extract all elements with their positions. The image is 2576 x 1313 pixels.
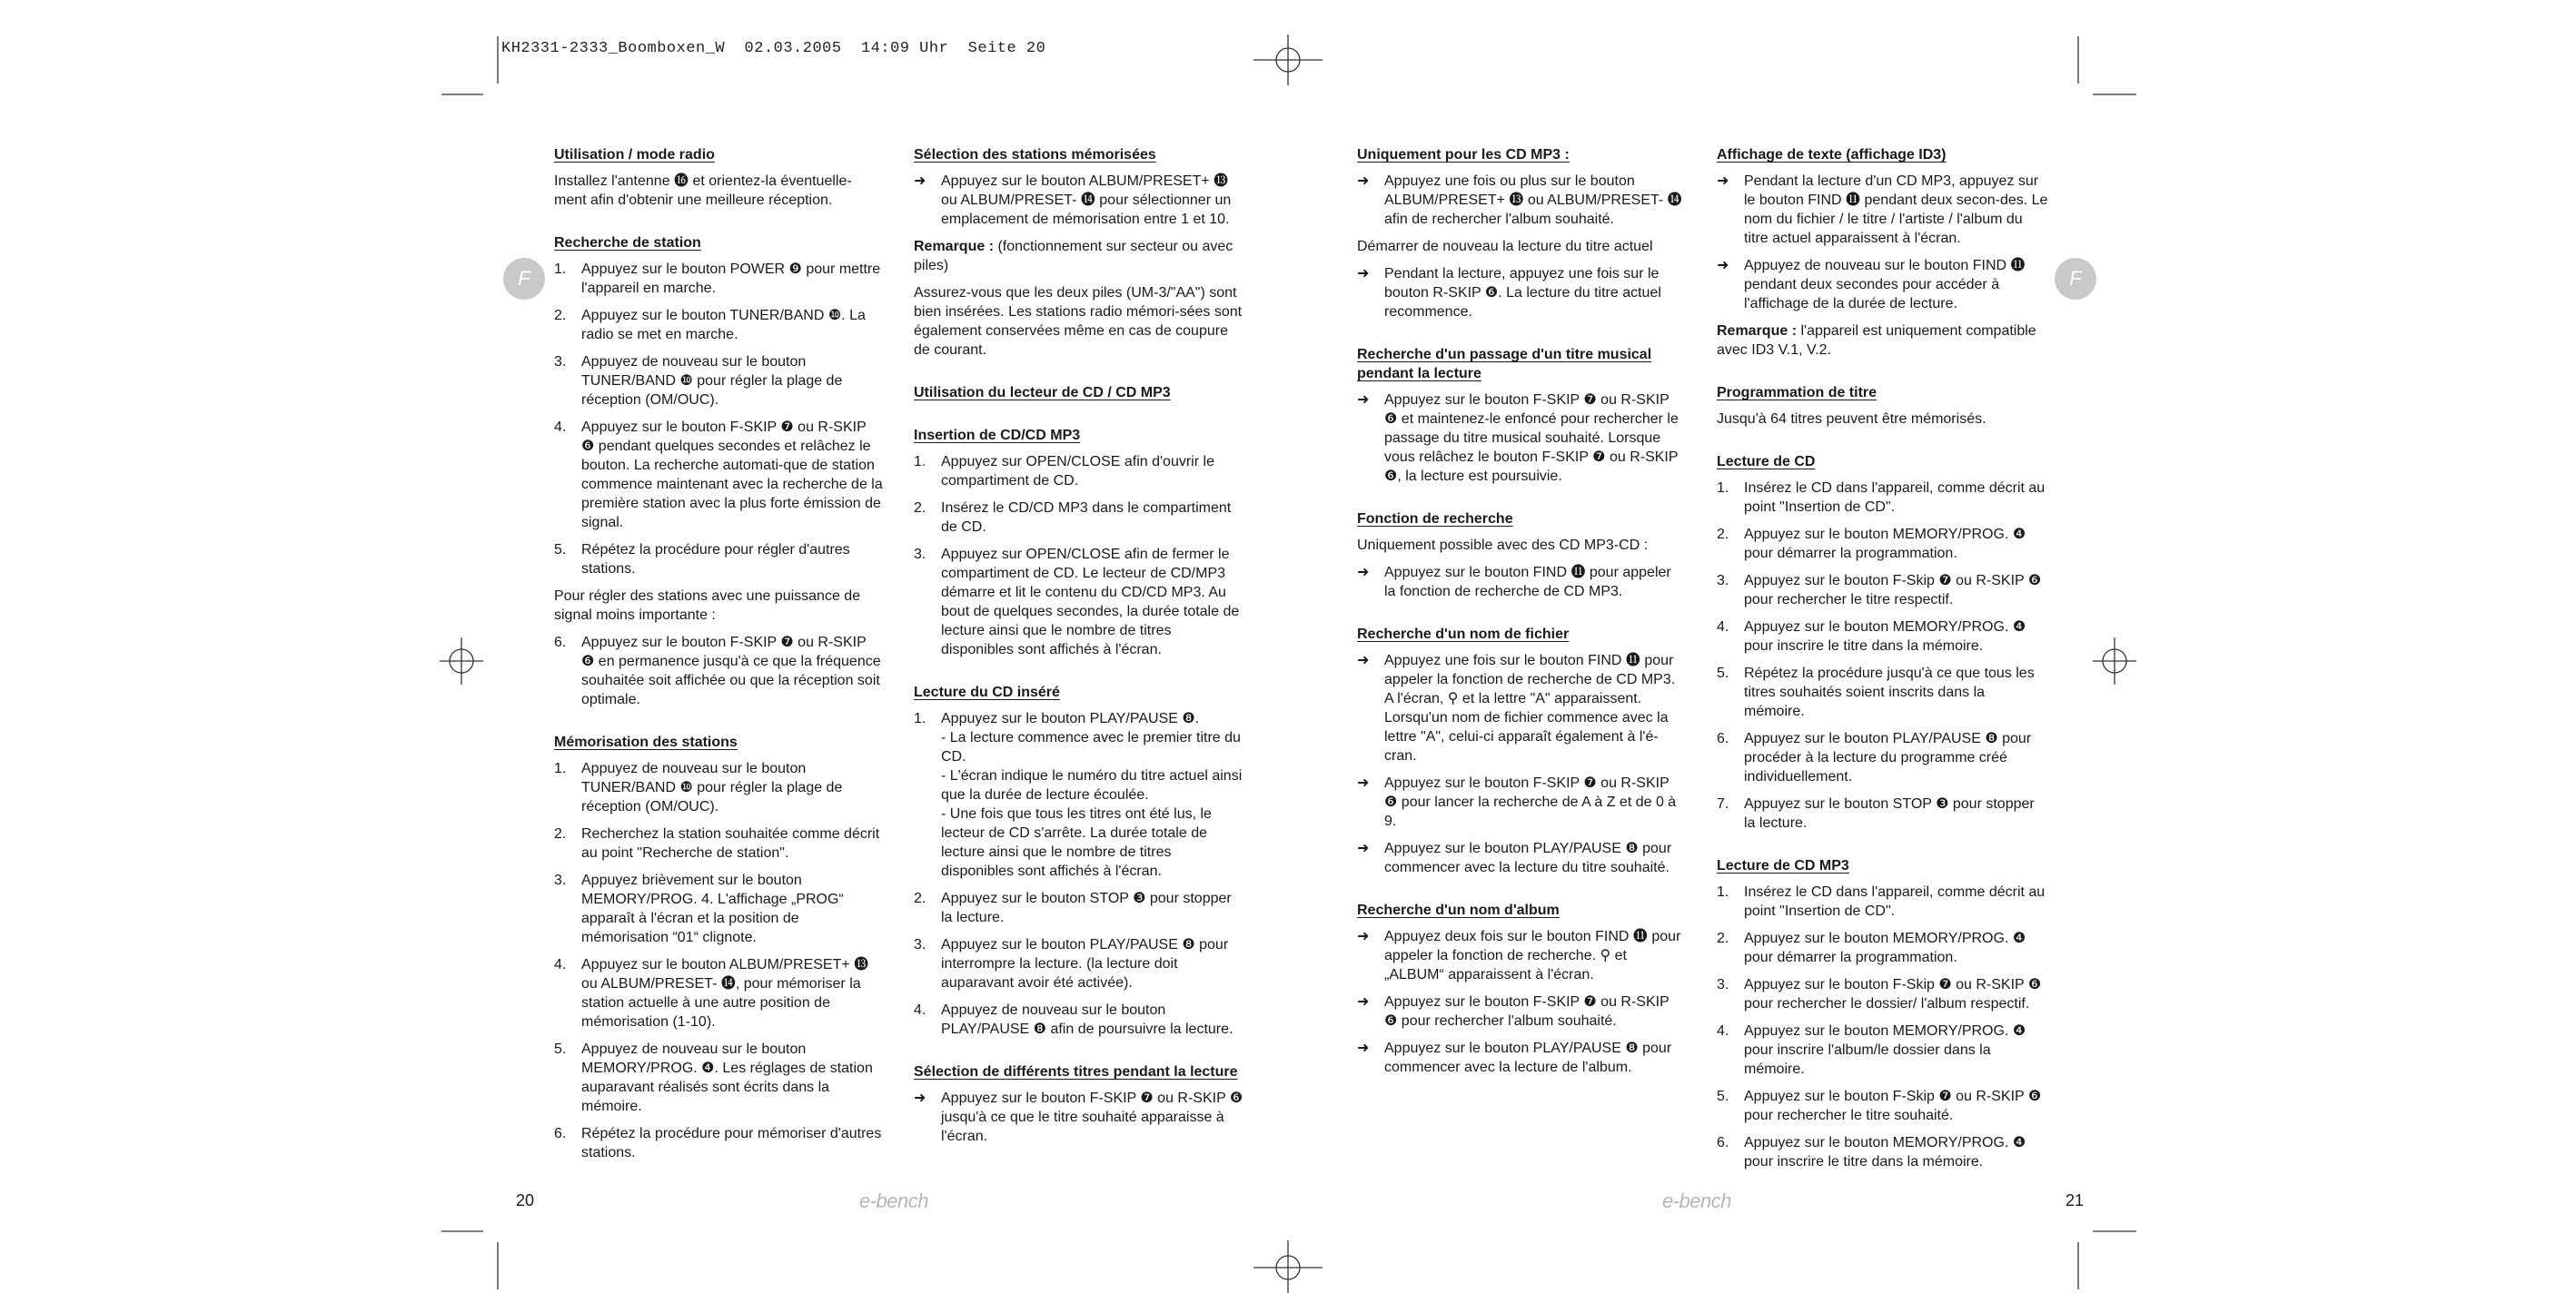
list-item-text: Appuyez sur le bouton STOP ❸ pour stopper la lecture. (941, 891, 1232, 925)
numbered-list-item (554, 759, 883, 816)
brand-logo-right: e-bench (1662, 1190, 1732, 1212)
list-number: 1. (1717, 480, 1729, 496)
section (914, 383, 1244, 402)
brand-logo-left: e-bench (859, 1190, 929, 1212)
arrow-list-item (1357, 992, 1686, 1031)
list-number: 4. (1717, 619, 1729, 635)
section (914, 683, 1244, 1039)
section-heading: Mémorisation des stations (554, 735, 738, 750)
list-number: 2. (1717, 931, 1729, 946)
list-item-text: Insérez le CD/CD MP3 dans le compartiment de CD. (941, 500, 1232, 535)
section-heading: Programmation de titre (1717, 385, 1878, 400)
numbered-list-item (554, 871, 883, 947)
list-number: 6. (554, 1126, 567, 1141)
list-item-text: Appuyez sur le bouton PLAY/PAUSE ❽ pour procéder à la lecture du programme créé individuellement. (1744, 731, 2032, 785)
numbered-list-item (1717, 571, 2049, 609)
list-number: 1. (914, 711, 926, 726)
list-item-text: Appuyez deux fois sur le bouton FIND ⓫ pour appeler la fonction de recherche. ⚲ et „ALBUM“ apparaissent à l'écran. (1384, 929, 1681, 982)
numbered-list-item (1717, 795, 2049, 833)
arrow-list-item (1357, 172, 1686, 229)
list-item-text: Pendant la lecture d'un CD MP3, appuyez sur le bouton FIND ⓫ pendant deux secon-des. Le nom du fichier / le titre / l'artiste / l'album du titre actuel apparaissent à l'écran. (1744, 173, 2048, 246)
list-item-text: Appuyez de nouveau sur le bouton MEMORY/PROG. ❹. Les réglages de station auparavant réalisés sont écrits dans la mémoire. (581, 1042, 873, 1114)
numbered-list-item (914, 452, 1244, 490)
section (914, 1062, 1244, 1146)
arrow-list-item (1357, 264, 1686, 321)
section (914, 145, 1244, 360)
numbered-list-item (914, 935, 1244, 992)
arrow-icon: ➜ (1357, 929, 1370, 944)
numbered-list-item (554, 1040, 883, 1116)
list-number: 5. (1717, 1089, 1729, 1104)
section-heading: Sélection des stations mémorisées (914, 147, 1156, 163)
list-item-text: Appuyez sur le bouton MEMORY/PROG. ❹ pour inscrire le titre dans la mémoire. (1744, 1135, 2026, 1170)
section-heading: Utilisation du lecteur de CD / CD MP3 (914, 385, 1171, 400)
arrow-icon: ➜ (1357, 173, 1370, 189)
section-heading: Lecture de CD (1717, 454, 1816, 469)
numbered-list-item (914, 889, 1244, 927)
list-number: 1. (914, 454, 926, 469)
list-item-text: Appuyez une fois sur le bouton FIND ⓫ pour appeler la fonction de recherche de CD MP3. A l'écran, ⚲ et la lettre "A" apparaissent. Lorsqu'un nom de fichier commence avec la lettre "A", celui-ci apparaît également à l'é-cran. (1384, 653, 1676, 764)
list-number: 2. (554, 308, 567, 323)
section-heading: Recherche d'un nom de fichier (1357, 627, 1570, 642)
section (914, 426, 1244, 659)
section (554, 145, 883, 210)
list-number: 5. (554, 542, 567, 558)
list-number: 6. (1717, 1135, 1729, 1150)
section (1717, 452, 2049, 833)
section-heading: Recherche de station (554, 235, 701, 251)
column-1 (554, 145, 883, 1186)
list-number: 6. (554, 635, 567, 650)
list-number: 5. (554, 1042, 567, 1057)
list-number: 7. (1717, 796, 1729, 812)
numbered-list-item (554, 1124, 883, 1162)
numbered-list-item (914, 499, 1244, 537)
arrow-icon: ➜ (1357, 653, 1370, 668)
paragraph: Installez l'antenne ⓰ et orientez-la éventuelle-ment afin d'obtenir une meilleure réception. (554, 173, 852, 208)
arrow-list-item (1357, 927, 1686, 984)
section-heading: Lecture du CD inséré (914, 685, 1060, 700)
list-item-text: Appuyez sur le bouton F-SKIP ❼ ou R-SKIP ❻ pendant quelques secondes et relâchez le bouton. La recherche automati-que de station commence maintenant avec la recherche de la première station avec la plus forte émission de signal. (581, 420, 883, 530)
numbered-list-item (1717, 617, 2049, 656)
arrow-icon: ➜ (1717, 258, 1729, 273)
paragraph: Pour régler des stations avec une puissance de signal moins importante : (554, 588, 861, 623)
list-item-text: Insérez le CD dans l'appareil, comme décrit au point "Insertion de CD". (1744, 884, 2046, 919)
numbered-list-item (554, 633, 883, 709)
list-number: 2. (554, 826, 567, 842)
list-item-text: Appuyez sur OPEN/CLOSE afin de fermer le compartiment de CD. Le lecteur de CD/MP3 démarre et lit le contenu du CD/CD MP3. Au bout de quelques secondes, la durée totale de lecture ainsi que le nombre de titres disponibles sont affichés à l'écran. (941, 547, 1240, 657)
paragraph: Uniquement possible avec des CD MP3-CD : (1357, 538, 1649, 553)
list-item-text: Appuyez brièvement sur le bouton MEMORY/PROG. 4. L'affichage „PROG“ apparaît à l'écran et la position de mémorisation “01“ clignote. (581, 873, 844, 945)
list-number: 3. (554, 354, 567, 370)
list-number: 4. (554, 420, 567, 435)
section (1717, 383, 2049, 429)
numbered-list-item (1717, 664, 2049, 721)
numbered-list-item (1717, 479, 2049, 517)
numbered-list-item (554, 260, 883, 298)
page-number-left: 20 (516, 1191, 535, 1209)
section (1717, 856, 2049, 1171)
numbered-list-item (914, 709, 1244, 881)
arrow-icon: ➜ (1357, 565, 1370, 580)
list-item-text: Appuyez sur le bouton STOP ❸ pour stopper la lecture. (1744, 796, 2035, 831)
paragraph: Assurez-vous que les deux piles (UM-3/"AA") sont bien insérées. Les stations radio mémori-sées sont également conservées même en cas de coupure de courant. (914, 285, 1243, 358)
arrow-icon: ➜ (914, 173, 926, 189)
list-number: 1. (554, 761, 567, 776)
arrow-icon: ➜ (1357, 994, 1370, 1010)
list-item-text: Appuyez sur le bouton ALBUM/PRESET+ ⓭ ou ALBUM/PRESET- ⓮, pour mémoriser la station actuelle à une autre position de mémorisation (1-10). (581, 957, 869, 1030)
section-heading: Fonction de recherche (1357, 511, 1513, 527)
list-item-text: Appuyez sur le bouton MEMORY/PROG. ❹ pour inscrire l'album/le dossier dans la mémoire. (1744, 1023, 2026, 1077)
list-number: 3. (914, 547, 926, 562)
section (1357, 901, 1686, 1077)
arrow-list-item (1357, 390, 1686, 486)
paragraph: Jusqu'à 64 titres peuvent être mémorisés. (1717, 411, 1986, 427)
list-item-text: Appuyez sur le bouton F-Skip ❼ ou R-SKIP ❻ pour rechercher le titre souhaité. (1744, 1089, 2042, 1123)
section-heading: Recherche d'un passage d'un titre musical pendant la lecture (1357, 347, 1652, 381)
list-number: 4. (1717, 1023, 1729, 1039)
list-item-text: Répétez la procédure pour régler d'autres stations. (581, 542, 850, 577)
list-item-text: Appuyez de nouveau sur le bouton PLAY/PAUSE ❽ afin de poursuivre la lecture. (941, 1002, 1234, 1037)
arrow-list-item (1357, 1039, 1686, 1077)
section (1357, 145, 1686, 321)
arrow-list-item (914, 1089, 1244, 1146)
section-heading: Uniquement pour les CD MP3 : (1357, 147, 1570, 163)
language-tab-left: F (503, 258, 545, 300)
list-item-text: Appuyez sur le bouton F-SKIP ❼ ou R-SKIP ❻ pour lancer la recherche de A à Z et de 0 à 9. (1384, 775, 1677, 829)
arrow-icon: ➜ (1717, 173, 1729, 189)
list-item-text: Appuyez de nouveau sur le bouton TUNER/BAND ❿ pour régler la plage de réception (OM/OUC). (581, 354, 843, 408)
note-label: Remarque : (1717, 323, 1798, 339)
arrow-icon: ➜ (914, 1091, 926, 1106)
numbered-list-item (554, 824, 883, 863)
numbered-list-item (1717, 1087, 2049, 1125)
arrow-list-item (1357, 563, 1686, 601)
list-number: 2. (914, 500, 926, 516)
arrow-icon: ➜ (1357, 775, 1370, 791)
list-item-text: Appuyez sur OPEN/CLOSE afin d'ouvrir le compartiment de CD. (941, 454, 1214, 489)
section (1357, 345, 1686, 486)
section-heading: Affichage de texte (affichage ID3) (1717, 147, 1947, 163)
list-number: 3. (914, 937, 926, 953)
list-item-text: Appuyez sur le bouton PLAY/PAUSE ❽. - La lecture commence avec le premier titre du CD. - L'écran indique le numéro du titre actuel ainsi que la durée de lecture écoulée. - Une fois que tous les titres ont été lus, le lecteur de CD s'arrête. La durée totale de lecture ainsi que le nombre de titres disponibles sont affichés à l'écran. (941, 711, 1243, 879)
section-heading: Lecture de CD MP3 (1717, 858, 1849, 874)
column-2 (914, 145, 1244, 1170)
list-item-text: Répétez la procédure jusqu'à ce que tous les titres souhaités soient inscrits dans la mémoire. (1744, 666, 2035, 719)
numbered-list-item (554, 540, 883, 578)
section (554, 733, 883, 1162)
section (1357, 509, 1686, 601)
list-number: 2. (1717, 527, 1729, 542)
section-heading: Recherche d'un nom d'album (1357, 903, 1560, 918)
list-number: 4. (914, 1002, 926, 1018)
list-number: 4. (554, 957, 567, 972)
list-item-text: Recherchez la station souhaitée comme décrit au point "Recherche de station". (581, 826, 880, 861)
list-item-text: Appuyez sur le bouton POWER ❾ pour mettre l'appareil en marche. (581, 262, 881, 296)
list-number: 3. (1717, 573, 1729, 588)
numbered-list-item (1717, 929, 2049, 967)
list-item-text: Appuyez sur le bouton F-SKIP ❼ ou R-SKIP ❻ jusqu'à ce que le titre souhaité apparaisse à l'écran. (941, 1091, 1243, 1144)
list-item-text: Appuyez sur le bouton F-SKIP ❼ ou R-SKIP ❻ en permanence jusqu'à ce que la fréquence souhaitée soit affichée ou que la réception soit optimale. (581, 635, 881, 707)
paragraph: Démarrer de nouveau la lecture du titre actuel (1357, 239, 1653, 254)
note-text: (fonctionnement sur secteur ou avec piles) (914, 239, 1234, 273)
arrow-icon: ➜ (1357, 392, 1370, 408)
list-item-text: Appuyez sur le bouton MEMORY/PROG. ❹ pour inscrire le titre dans la mémoire. (1744, 619, 2026, 654)
arrow-icon: ➜ (1357, 1041, 1370, 1056)
note-text: l'appareil est uniquement compatible avec ID3 V.1, V.2. (1717, 323, 2036, 358)
list-item-text: Répétez la procédure pour mémoriser d'autres stations. (581, 1126, 882, 1160)
list-item-text: Appuyez sur le bouton F-Skip ❼ ou R-SKIP ❻ pour rechercher le dossier/ l'album respectif. (1744, 977, 2042, 1012)
numbered-list-item (1717, 525, 2049, 563)
list-item-text: Appuyez sur le bouton PLAY/PAUSE ❽ pour commencer avec la lecture du titre souhaité. (1384, 841, 1672, 875)
arrow-icon: ➜ (1357, 266, 1370, 281)
note-paragraph (914, 237, 1244, 275)
list-item-text: Appuyez de nouveau sur le bouton FIND ⓫ pendant deux secondes pour accéder à l'affichage de la durée de lecture. (1744, 258, 2026, 311)
numbered-list-item (554, 955, 883, 1032)
list-number: 1. (1717, 884, 1729, 900)
list-number: 5. (1717, 666, 1729, 681)
list-item-text: Appuyez sur le bouton F-Skip ❼ ou R-SKIP ❻ pour rechercher le titre respectif. (1744, 573, 2042, 607)
list-number: 1. (554, 262, 567, 277)
numbered-list-item (1717, 1022, 2049, 1079)
note-label: Remarque : (914, 239, 995, 254)
list-item-text: Appuyez sur le bouton MEMORY/PROG. ❹ pour démarrer la programmation. (1744, 527, 2026, 561)
list-number: 3. (1717, 977, 1729, 992)
list-number: 6. (1717, 731, 1729, 746)
list-item-text: Appuyez une fois ou plus sur le bouton ALBUM/PRESET+ ⓭ ou ALBUM/PRESET- ⓮ afin de rechercher l'album souhaité. (1384, 173, 1682, 227)
list-item-text: Appuyez sur le bouton PLAY/PAUSE ❽ pour interrompre la lecture. (la lecture doit auparavant avoir été activée). (941, 937, 1229, 991)
arrow-list-item (1357, 651, 1686, 765)
arrow-list-item (1717, 172, 2049, 248)
arrow-list-item (1717, 256, 2049, 313)
list-item-text: Appuyez sur le bouton F-SKIP ❼ ou R-SKIP ❻ et maintenez-le enfoncé pour rechercher le passage du titre musical souhaité. Lorsque vous relâchez le bouton F-SKIP ❼ ou R-SKIP ❻, la lecture est poursuivie. (1384, 392, 1679, 484)
list-number: 3. (554, 873, 567, 888)
numbered-list-item (1717, 1133, 2049, 1171)
numbered-list-item (554, 306, 883, 344)
section (1717, 145, 2049, 360)
section-heading: Insertion de CD/CD MP3 (914, 428, 1081, 443)
list-item-text: Appuyez sur le bouton F-SKIP ❼ ou R-SKIP ❻ pour rechercher l'album souhaité. (1384, 994, 1669, 1029)
section (554, 233, 883, 709)
list-number: 2. (914, 891, 926, 906)
list-item-text: Appuyez de nouveau sur le bouton TUNER/BAND ❿ pour régler la plage de réception (OM/OUC). (581, 761, 843, 814)
numbered-list-item (914, 1001, 1244, 1039)
numbered-list-item (1717, 729, 2049, 786)
numbered-list-item (554, 352, 883, 410)
list-item-text: Appuyez sur le bouton TUNER/BAND ❿. La radio se met en marche. (581, 308, 866, 342)
section (1357, 625, 1686, 877)
arrow-list-item (914, 172, 1244, 229)
list-item-text: Appuyez sur le bouton FIND ⓫ pour appeler la fonction de recherche de CD MP3. (1384, 565, 1671, 599)
column-4 (1717, 145, 2049, 1195)
column-3 (1357, 145, 1686, 1101)
section-heading: Sélection de différents titres pendant la lecture (914, 1064, 1238, 1080)
list-item-text: Appuyez sur le bouton ALBUM/PRESET+ ⓭ ou ALBUM/PRESET- ⓮ pour sélectionner un emplacement de mémorisation entre 1 et 10. (941, 173, 1232, 227)
numbered-list-item (554, 418, 883, 532)
page-number-right: 21 (2066, 1191, 2085, 1209)
file-slug: KH2331-2333_Boomboxen_W 02.03.2005 14:09 Uhr Seite 20 (501, 40, 1046, 57)
arrow-icon: ➜ (1357, 841, 1370, 856)
note-paragraph (1717, 321, 2049, 360)
numbered-list-item (1717, 883, 2049, 921)
arrow-list-item (1357, 839, 1686, 877)
numbered-list-item (914, 545, 1244, 659)
section-heading: Utilisation / mode radio (554, 147, 715, 163)
numbered-list-item (1717, 975, 2049, 1013)
list-item-text: Pendant la lecture, appuyez une fois sur le bouton R-SKIP ❻. La lecture du titre actuel recommence. (1384, 266, 1661, 320)
list-item-text: Insérez le CD dans l'appareil, comme décrit au point "Insertion de CD". (1744, 480, 2046, 515)
list-item-text: Appuyez sur le bouton PLAY/PAUSE ❽ pour commencer avec la lecture de l'album. (1384, 1041, 1672, 1075)
language-tab-right: F (2055, 258, 2096, 300)
arrow-list-item (1357, 774, 1686, 831)
list-item-text: Appuyez sur le bouton MEMORY/PROG. ❹ pour démarrer la programmation. (1744, 931, 2026, 965)
